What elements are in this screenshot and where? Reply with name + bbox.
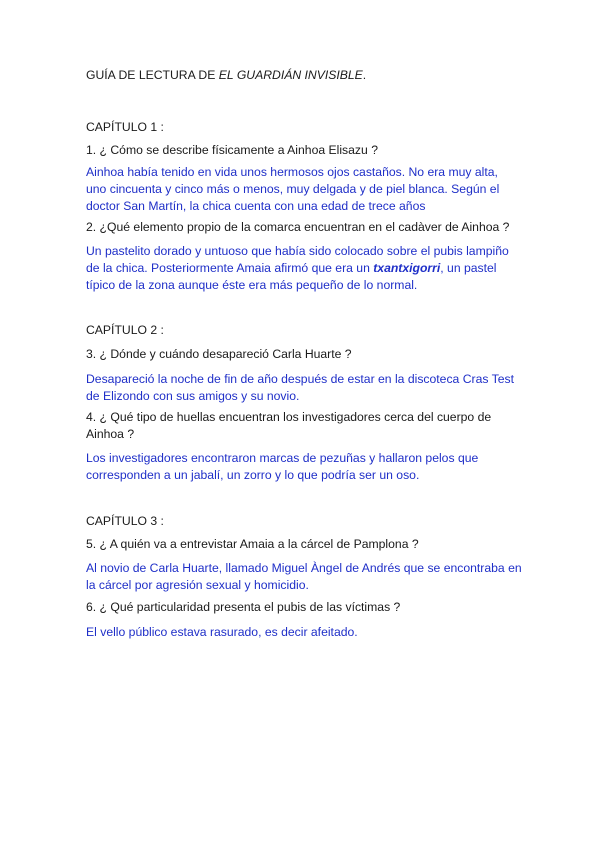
answer-3-line-2: de Elizondo con sus amigos y su novio. xyxy=(86,389,300,403)
question-2: 2. ¿Qué elemento propio de la comarca encuentran en el cadàver de Ainhoa ? xyxy=(86,220,510,234)
title-book: EL GUARDIÁN INVISIBLE xyxy=(218,68,363,82)
question-5: 5. ¿ A quién va a entrevistar Amaia a la cárcel de Pamplona ? xyxy=(86,537,419,551)
answer-6-line-1: El vello público estava rasurado, es decir afeitado. xyxy=(86,625,358,639)
document-title xyxy=(86,67,366,84)
question-3: 3. ¿ Dónde y cuándo desapareció Carla Huarte ? xyxy=(86,347,352,361)
question-6: 6. ¿ Qué particularidad presenta el pubis de las víctimas ? xyxy=(86,600,401,614)
question-4-line-1: 4. ¿ Qué tipo de huellas encuentran los investigadores cerca del cuerpo de xyxy=(86,410,492,424)
chapter-1-heading: CAPÍTULO 1 : xyxy=(86,120,164,134)
answer-4-line-1: Los investigadores encontraron marcas de pezuñas y hallaron pelos que xyxy=(86,451,479,465)
answer-5-line-2: la cárcel por agresión sexual y homicidio. xyxy=(86,578,309,592)
title-prefix: GUÍA DE LECTURA DE xyxy=(86,68,219,82)
answer-5-line-1: Al novio de Carla Huarte, llamado Miguel Àngel de Andrés que se encontraba en xyxy=(86,561,522,575)
answer-2-line-2-text: de la chica. Posteriormente Amaia afirmó que era un xyxy=(86,261,374,275)
answer-2-line-1: Un pastelito dorado y untuoso que había sido colocado sobre el pubis lampiño xyxy=(86,244,509,258)
answer-3-line-1: Desapareció la noche de fin de año después de estar en la discoteca Cras Test xyxy=(86,372,514,386)
question-1: 1. ¿ Cómo se describe físicamente a Ainhoa Elisazu ? xyxy=(86,143,378,157)
title-suffix: . xyxy=(362,68,367,82)
chapter-2-heading: CAPÍTULO 2 : xyxy=(86,323,164,337)
answer-1-line-3: doctor San Martín, la chica cuenta con una edad de trece años xyxy=(86,199,426,213)
answer-4-line-2: corresponden a un jabalí, un zorro y lo que podría ser un oso. xyxy=(86,468,420,482)
answer-2-line-2 xyxy=(86,260,497,277)
txantxigorri-term: txantxigorri xyxy=(373,261,441,275)
answer-1-line-2: uno cincuenta y cinco más o menos, muy delgada y de piel blanca. Según el xyxy=(86,182,500,196)
answer-1-line-1: Ainhoa había tenido en vida unos hermosos ojos castaños. No era muy alta, xyxy=(86,165,498,179)
answer-2-line-3: típico de la zona aunque éste era más pequeño de lo normal. xyxy=(86,278,418,292)
chapter-3-heading: CAPÍTULO 3 : xyxy=(86,514,164,528)
answer-2-line-2-tail: , un pastel xyxy=(440,261,497,275)
question-4-line-2: Ainhoa ? xyxy=(86,427,135,441)
